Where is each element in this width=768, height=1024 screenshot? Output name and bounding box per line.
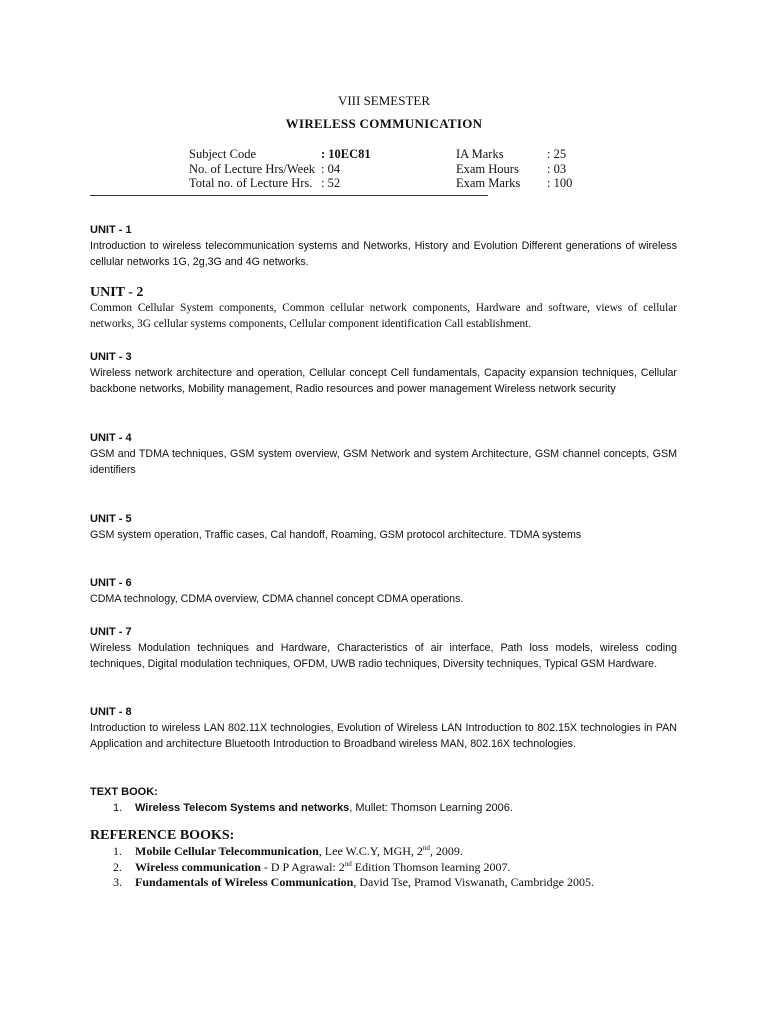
book-details: , David Tse, Pramod Viswanath, Cambridge 2005. [353,875,594,889]
book-title: Mobile Cellular Telecommunication [135,844,319,858]
book-details: , Lee W.C.Y, MGH, 2 [318,844,423,858]
unit-description: GSM system operation, Traffic cases, Cal handoff, Roaming, GSM protocol architecture. TDMA systems [90,529,582,541]
book-title: Wireless Telecom Systems and networks [135,802,350,814]
unit-heading: UNIT - 6 [90,577,132,589]
header-divider [90,195,488,196]
unit-heading: UNIT - 2 [90,285,144,300]
info-value: : 52 [321,176,341,190]
book-title: Fundamentals of Wireless Communication [135,875,354,889]
unit-section [90,349,677,397]
list-item [90,800,677,816]
unit-section [90,704,677,752]
unit-description: Introduction to wireless telecommunication systems and Networks, History and Evolution Different generations of wireless cellular networks 1G, 2g,3G and 4G networks. [90,240,677,268]
info-value: : 04 [321,161,341,176]
book-details: , Mullet: Thomson Learning 2006. [349,802,513,814]
info-value: : 10EC81 [321,147,371,161]
unit-section [90,430,677,478]
unit-heading: UNIT - 3 [90,351,132,363]
text-book-list [90,800,677,816]
reference-books-list [90,844,677,891]
list-number: 3. [113,875,122,889]
list-number: 1. [113,802,123,814]
list-number: 2. [113,859,122,874]
course-title: WIRELESS COMMUNICATION [285,116,483,131]
unit-heading: UNIT - 4 [90,432,132,444]
unit-section [90,511,677,543]
unit-heading: UNIT - 8 [90,706,132,718]
unit-heading: UNIT - 5 [90,513,132,525]
unit-heading: UNIT - 1 [90,224,132,236]
list-number: 1. [113,844,122,858]
info-value: : 100 [547,176,573,190]
reference-books-heading: REFERENCE BOOKS: [90,828,235,843]
info-row [189,176,609,191]
info-label: Subject Code [189,147,257,161]
list-item [90,860,677,876]
reference-books-section [90,828,677,891]
info-value: : 25 [547,147,567,161]
unit-description: CDMA technology, CDMA overview, CDMA channel concept CDMA operations. [90,593,464,605]
ordinal-suffix: nd [344,859,352,868]
unit-description: Introduction to wireless LAN 802.11X technologies, Evolution of Wireless LAN Introduction to 802.15X technologies in PAN Application and architecture Bluetooth Introduction to Broadband wireless MAN, 802.16X technologies. [90,722,677,750]
text-book-section [90,784,677,816]
unit-description: Wireless network architecture and operation, Cellular concept Cell fundamentals, Capacity expansion techniques, Cellular backbone networks, Mobility management, Radio resources and power management Wireless network security [90,367,677,395]
info-label: Exam Hours [456,161,519,176]
unit-description: Wireless Modulation techniques and Hardware, Characteristics of air interface, Path loss models, wireless coding techniques, Digital modulation techniques, OFDM, UWB radio techniques, Diversity techniques, Typical GSM Hardware. [90,642,677,670]
unit-section [90,285,677,332]
course-info-table [189,147,609,191]
semester-label: VIII SEMESTER [337,93,431,108]
text-book-heading: TEXT BOOK: [90,786,158,798]
unit-section [90,222,677,270]
book-details: , 2009. [429,844,463,858]
book-details: - D P Agrawal: 2 [260,859,345,874]
info-value: : 03 [547,161,567,176]
unit-section [90,624,677,672]
book-title: Wireless communication [135,859,261,874]
info-row [189,147,609,162]
book-details: Edition Thomson learning 2007. [351,859,511,874]
unit-heading: UNIT - 7 [90,626,132,638]
list-item [90,844,677,860]
list-item [90,875,677,891]
info-label: Total no. of Lecture Hrs. [189,176,313,190]
info-label: IA Marks [456,147,504,161]
info-row [189,162,609,177]
unit-description: Common Cellular System components, Common cellular network components, Hardware and software, views of cellular networks, 3G cellular systems components, Cellular component identification Call establishment. [90,302,677,330]
ordinal-suffix: nd [422,844,430,852]
unit-description: GSM and TDMA techniques, GSM system overview, GSM Network and system Architecture, GSM channel concepts, GSM identifiers [90,448,677,476]
info-label: No. of Lecture Hrs/Week [189,161,316,176]
unit-section [90,575,677,607]
info-label: Exam Marks [456,176,521,190]
